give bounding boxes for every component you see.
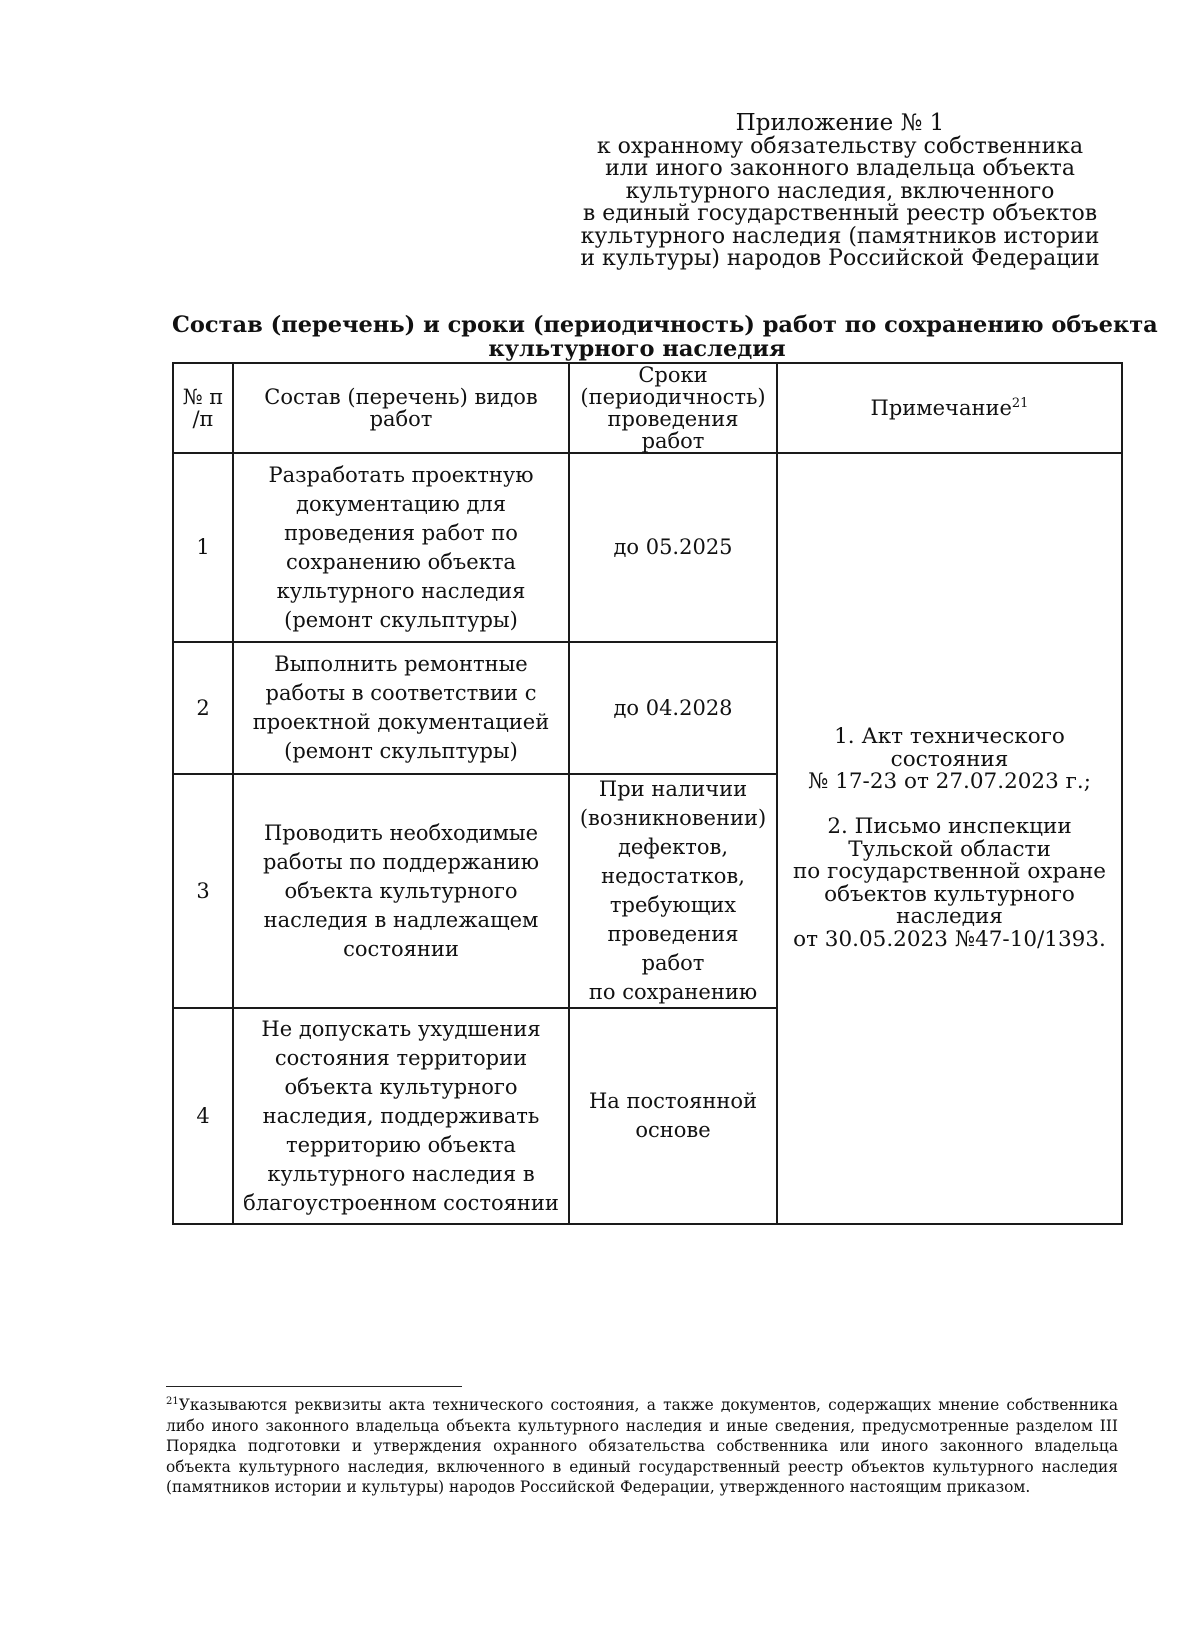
row-term: При наличии (возникновении) дефектов, недостатков, требующих проведения работ по сохранению (569, 774, 777, 1008)
row-work: Выполнить ремонтные работы в соответствии с проектной документацией (ремонт скульптуры) (233, 642, 569, 774)
document-title-line: культурного наследия (488, 336, 786, 362)
row-number: 4 (173, 1008, 233, 1224)
footnote-number: 21 (166, 1395, 179, 1407)
footnote-separator (166, 1386, 462, 1387)
annex-line: к охранному обязательству собственника (596, 133, 1084, 159)
annex-line: и культуры) народов Российской Федерации (580, 246, 1100, 271)
row-work: Проводить необходимые работы по поддержанию объекта культурного наследия в надлежащем состоянии (233, 774, 569, 1008)
footnote-text: Указываются реквизиты акта технического состояния, а также документов, содержащих мнение собственника либо иного законного владельца объекта культурного наследия и иные сведения, предусмотренные разделом III Порядка подготовки и утверждения охранного обязательства собственника или иного законного владельца объекта культурного наследия, включенного в единый государственный реестр объектов культурного наследия (памятников истории и культуры) народов Российской Федерации, утвержденного настоящим приказом. (166, 1396, 1118, 1497)
row-term: до 04.2028 (569, 642, 777, 774)
row-work: Разработать проектную документацию для проведения работ по сохранению объекта культурного наследия (ремонт скульптуры) (233, 453, 569, 642)
annex-line: или иного законного владельца объекта (605, 156, 1075, 181)
row-term: до 05.2025 (569, 453, 777, 642)
annex-line: в единый государственный реестр объектов (582, 201, 1098, 226)
note-cell: 1. Акт технического состояния № 17-23 от 27.07.2023 г.; 2. Письмо инспекции Тульской области по государственной охране объектов культурного наследия от 30.05.2023 №47-10/1393. (777, 453, 1122, 1224)
footnote-ref: 21 (1011, 396, 1029, 411)
header-terms: Сроки (периодичность) проведения работ (569, 363, 777, 453)
table-header-row (173, 363, 1122, 453)
document-title (172, 312, 1158, 362)
header-work-types: Состав (перечень) видов работ (233, 363, 569, 453)
annex-header (570, 112, 1110, 271)
row-number: 3 (173, 774, 233, 1008)
header-number: № п /п (173, 363, 233, 453)
row-number: 2 (173, 642, 233, 774)
works-table (172, 362, 1123, 1225)
annex-title: Приложение № 1 (735, 110, 945, 136)
footnote (166, 1395, 1118, 1498)
row-number: 1 (173, 453, 233, 642)
table-row (173, 453, 1122, 642)
header-note (777, 363, 1122, 453)
row-term: На постоянной основе (569, 1008, 777, 1224)
annex-line: культурного наследия, включенного (625, 178, 1055, 204)
document-title-line: Состав (перечень) и сроки (периодичность) работ по сохранению объекта (172, 312, 1158, 338)
row-work: Не допускать ухудшения состояния территории объекта культурного наследия, поддерживать территорию объекта культурного наследия в благоустроенном состоянии (233, 1008, 569, 1224)
annex-line: культурного наследия (памятников истории (580, 223, 1100, 249)
header-note-label: Примечание (870, 396, 1012, 420)
